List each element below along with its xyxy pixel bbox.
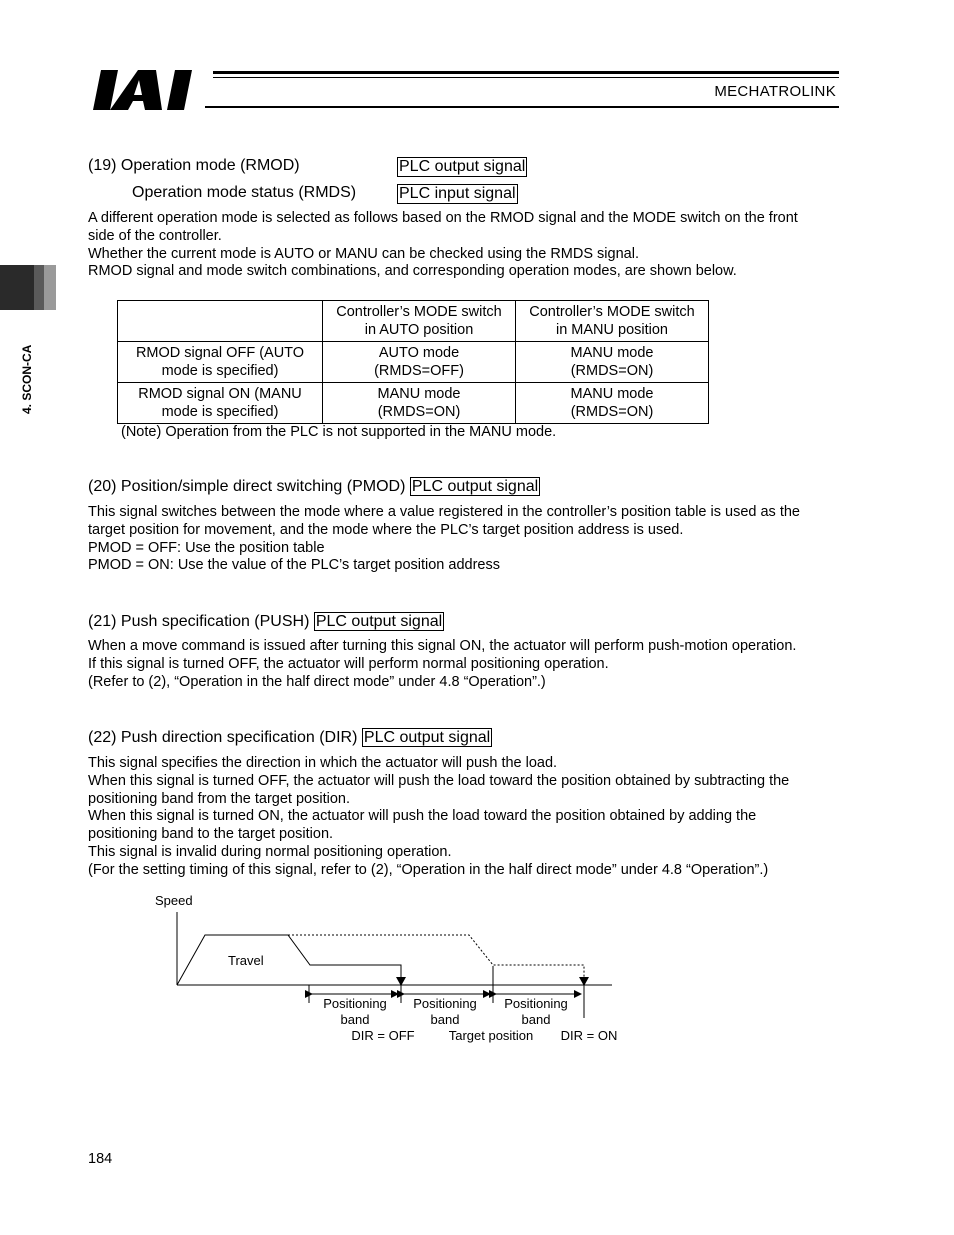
s20-line: PMOD = ON: Use the value of the PLC’s target position address (88, 557, 500, 574)
s20-paragraph (88, 504, 868, 575)
table-row (118, 342, 709, 383)
s22-line: When this signal is turned ON, the actuator will push the load toward the position obtained by adding the (88, 808, 757, 825)
table-row (118, 383, 709, 424)
cell-line: Controller’s MODE switch (336, 304, 502, 320)
band-label-2: Positioning (413, 996, 477, 1011)
travel-label: Travel (228, 953, 264, 968)
table-header-row (118, 301, 709, 342)
cell-line: (RMDS=ON) (377, 404, 461, 420)
band-label-1: Positioning (323, 996, 387, 1011)
dir-on-label: DIR = ON (560, 1028, 618, 1043)
band-label-3: Positioning (504, 996, 568, 1011)
s22-line: This signal is invalid during normal positioning operation. (88, 843, 452, 860)
speed-axis-label: Speed (155, 893, 193, 908)
iai-logo (90, 68, 210, 112)
table-row-header (118, 342, 323, 383)
s21-line: If this signal is turned OFF, the actuator will perform normal positioning operation. (88, 655, 609, 672)
travel-profile-dir-off (177, 935, 401, 985)
s21-tag-output: PLC output signal (315, 613, 443, 630)
cell-line: (RMDS=ON) (570, 404, 654, 420)
s21-title-text: (21) Push specification (PUSH) (88, 613, 314, 630)
table-corner-cell (118, 301, 323, 342)
chapter-side-label: 4. SCON-CA (20, 344, 34, 414)
table-cell (516, 383, 709, 424)
cell-line: RMOD signal OFF (AUTO (135, 345, 305, 361)
s22-line: (For the setting timing of this signal, refer to (2), “Operation in the half direct mode” under 4.8 “Operation”.) (88, 861, 769, 878)
table-cell (516, 342, 709, 383)
cell-line: RMOD signal ON (MANU (138, 386, 302, 402)
s20-line: target position for movement, and the mode where the PLC’s target position address is used. (88, 521, 684, 538)
cell-line: AUTO mode (378, 345, 460, 361)
s19-tag-output: PLC output signal (399, 158, 526, 175)
cell-line: (RMDS=OFF) (374, 363, 464, 379)
s22-paragraph (88, 755, 868, 880)
chapter-tab-mid (34, 265, 44, 310)
table-note: (Note) Operation from the PLC is not supported in the MANU mode. (121, 424, 557, 440)
chapter-tab-light (44, 265, 56, 310)
band-label-1b: band (340, 1012, 370, 1027)
s20-title-text: (20) Position/simple direct switching (PMOD) (88, 478, 410, 495)
brand-label: MECHATROLINK (714, 83, 836, 100)
s21-paragraph (88, 638, 868, 691)
s21-line: When a move command is issued after turning this signal ON, the actuator will perform push-motion operation. (88, 638, 797, 654)
s22-line: When this signal is turned OFF, the actuator will push the load toward the position obtained by subtracting the (88, 772, 790, 789)
s20-line: PMOD = OFF: Use the position table (88, 539, 325, 556)
s22-line: This signal specifies the direction in which the actuator will push the load. (88, 755, 558, 771)
table-row-header (118, 383, 323, 424)
s22-title-text: (22) Push direction specification (DIR) (88, 729, 362, 746)
header-rule-thick (213, 71, 839, 74)
cell-line: Controller’s MODE switch (529, 304, 695, 320)
page-number: 184 (88, 1151, 113, 1167)
chapter-tab-dark (0, 265, 34, 310)
header-rule-thin (213, 77, 839, 78)
travel-profile-dir-on (288, 935, 584, 978)
band-label-3b: band (521, 1012, 551, 1027)
s19-line: side of the controller. (88, 227, 222, 244)
s19-title-rmds: Operation mode status (RMDS) (132, 184, 357, 201)
s22-line: positioning band from the target position. (88, 790, 350, 807)
s19-title-rmod: (19) Operation mode (RMOD) (88, 157, 300, 174)
band-label-2b: band (430, 1012, 460, 1027)
push-direction-diagram (140, 885, 640, 1050)
s22-title (88, 729, 492, 747)
cell-line: mode is specified) (161, 404, 279, 420)
operation-mode-table (117, 300, 709, 424)
s22-tag-output: PLC output signal (363, 729, 491, 746)
cell-line: MANU mode (377, 386, 461, 402)
table-cell (323, 342, 516, 383)
s20-line: This signal switches between the mode where a value registered in the controller’s position table is used as the (88, 504, 800, 520)
header-rule-bottom (205, 106, 839, 108)
target-position-label: Target position (448, 1028, 534, 1043)
s19-line: A different operation mode is selected as follows based on the RMOD signal and the MODE switch on the front (88, 210, 798, 226)
cell-line: MANU mode (570, 386, 654, 402)
table-header-manu (516, 301, 709, 342)
s19-tag-input: PLC input signal (399, 185, 516, 202)
s20-title (88, 478, 540, 496)
s19-line: RMOD signal and mode switch combinations, and corresponding operation modes, are shown below. (88, 263, 737, 280)
table-header-auto (323, 301, 516, 342)
table-cell (323, 383, 516, 424)
dir-off-label: DIR = OFF (351, 1028, 415, 1043)
s21-line: (Refer to (2), “Operation in the half direct mode” under 4.8 “Operation”.) (88, 673, 546, 690)
s19-paragraph (88, 210, 868, 281)
s21-title (88, 613, 444, 631)
cell-line: in MANU position (555, 322, 668, 338)
s19-line: Whether the current mode is AUTO or MANU can be checked using the RMDS signal. (88, 245, 639, 262)
cell-line: in AUTO position (364, 322, 474, 338)
s20-tag-output: PLC output signal (411, 478, 539, 495)
cell-line: MANU mode (570, 345, 654, 361)
cell-line: mode is specified) (161, 363, 279, 379)
cell-line: (RMDS=ON) (570, 363, 654, 379)
s22-line: positioning band to the target position. (88, 826, 334, 843)
